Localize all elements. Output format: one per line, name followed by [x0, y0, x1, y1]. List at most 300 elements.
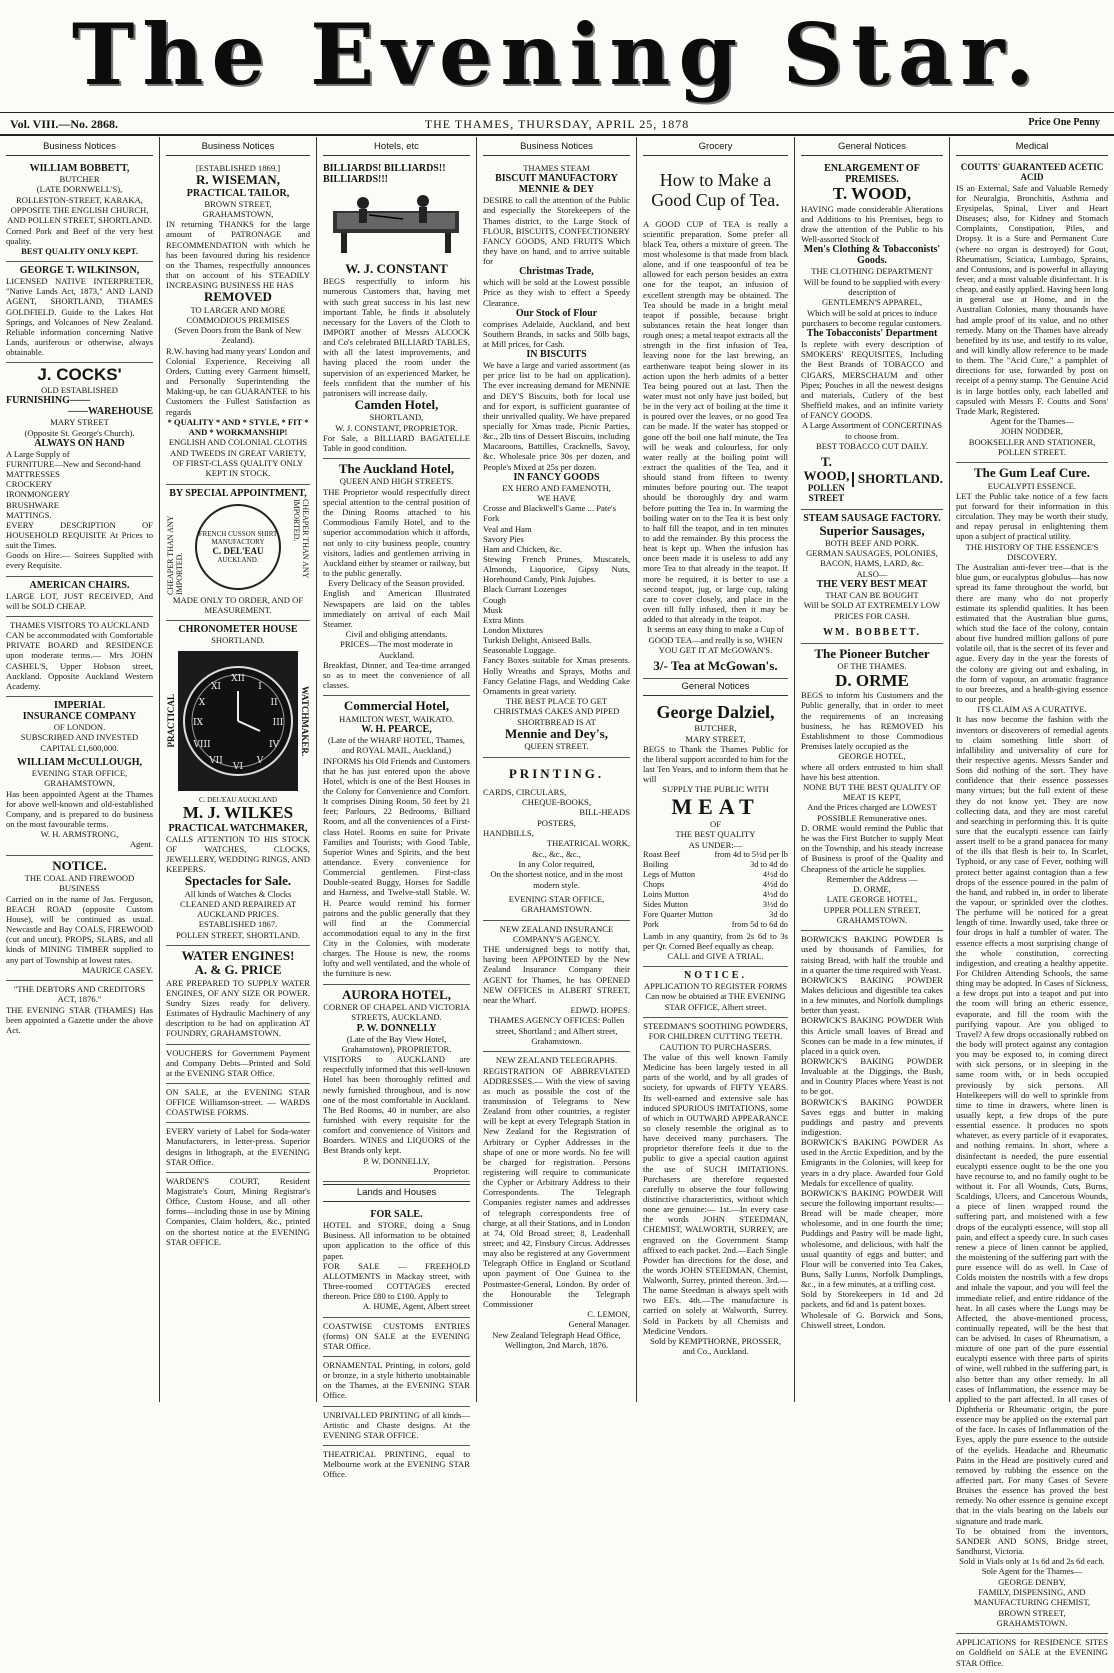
ad-heading: Mennie and Dey's, — [505, 725, 608, 741]
masthead — [0, 0, 1114, 112]
list-item: BORWICK'S BAKING POWDER Saves eggs and butter in making puddings and pastry and prevents indigestion. — [801, 1096, 943, 1137]
ad-text: WE HAVE — [537, 493, 576, 503]
cell: 4½d do — [762, 880, 788, 890]
ad-wiseman — [166, 160, 310, 485]
ad-heading: 3/- Tea at McGowan's. — [653, 658, 778, 674]
ad-text: (Opposite St. George's Church). — [24, 427, 135, 438]
ad-text: SUBSCRIBED AND INVESTED CAPITAL £1,600,000. — [20, 732, 139, 753]
list-item: IRONMONGERY — [6, 489, 70, 500]
svg-text:IV: IV — [268, 739, 280, 750]
ad-title: WILLIAM BOBBETT, — [29, 163, 130, 174]
ad-text: Agent for the Thames— — [990, 416, 1074, 427]
list-item: Turkish Delight, Aniseed Balls. — [483, 635, 592, 646]
list-item: BORWICK'S BAKING POWDER Invaluable at the Diggings, the Bush, and in Country Places where Yeast is not to be got. — [801, 1055, 943, 1097]
svg-text:III: III — [272, 717, 284, 728]
ad-text: THE Proprietor would respectfully direct special attention to the central position of the Dining Rooms attached to his Commodious Family Hotel, and to the superior accommodation which it affords, not only to city business people, country visitors, ladies and gentlemen arriving in Auckland either by steamer or railway, but to the public generally. — [323, 486, 470, 578]
ad-text: Sole Agent for the Thames— — [981, 1566, 1083, 1577]
ad-text: Every Delicacy of the Season provided. — [328, 578, 465, 589]
svg-text:VII: VII — [209, 755, 223, 766]
ad-subtitle: BUTCHER, — [694, 723, 737, 734]
ad-text: Sold by Storekeepers in 1d and 2d packets, and 6d and 1s patent boxes. — [801, 1289, 943, 1310]
ad-wilkinson — [6, 262, 153, 363]
ad-borwick — [801, 931, 943, 1334]
list-item: Crosse and Blackwell's Game ... Pate's — [483, 503, 616, 514]
cell: Sides Mutton — [643, 900, 688, 910]
clock-row — [166, 646, 310, 796]
item-list — [6, 449, 153, 520]
ad-subtitle: QUEEN AND HIGH STREETS. — [339, 476, 454, 487]
ad-heading: THE VERY BEST MEAT — [816, 579, 928, 591]
ad-text: ENGLISH AND COLONIAL CLOTHS AND TWEEDS IN GREAT VARIETY, OF FIRST-CLASS QUALITY ONLY KEPT IN STOCK. — [168, 437, 308, 479]
ad-title: STEEDMAN'S SOOTHING POWDERS, FOR CHILDREN CUTTING TEETH. — [643, 1021, 788, 1042]
table-row — [643, 900, 788, 910]
list-item: BORWICK'S BAKING POWDER As used in the Arctic Expedition, and by the Emigrants in the Colonies, will keep for years in a dry place. Awarded four Gold Medals for excellence of quality. — [801, 1137, 943, 1188]
ad-text: HOTEL and STORE, doing a Snug Business. All information to be obtained upon application to the office of this paper. — [323, 1220, 470, 1261]
list-item: CHEQUE-BOOKS, — [522, 797, 591, 808]
ad-title: NOTICE. — [52, 857, 107, 873]
list-item: FURNITURE—New and Second-hand — [6, 459, 141, 470]
list-item: Ham and Chicken, &c. — [483, 543, 562, 554]
ad-text: We have a large and varied assortment (as per price list to be had on application). The ever increasing demand for MENNIE and DEY'S Biscuits, both for local use and for export, is sufficient guarantee of their unrivalled quality. We have prepared specially for Xmas trade, Picnic Parties, &c., 2lb tins of Dessert Biscuits, including Macaroons, Battilles, Cracknells, Savoy, &c. Wholesale price 30s per dozen, and People's Mixed at 25s per dozen. — [483, 360, 630, 472]
dial-label: C. DEL'EAU — [198, 795, 237, 804]
column-2 — [160, 137, 317, 1402]
ad-text: ARE PREPARED TO SUPPLY WATER ENGINES, OF ANY SIZE OR POWER. Sundry Sizes ready for delivery. Estimates of Hydraulic Machinery of any description to be had on application AT FOUNDRY, GRAHAMSTOWN. — [166, 977, 310, 1039]
ad-printing — [483, 758, 630, 921]
ad-text: GERMAN SAUSAGES, POLONIES, — [806, 548, 938, 559]
cell: Loins Mutton — [643, 890, 689, 900]
ad-text: Corned Pork and Beef of the very best quality. — [6, 225, 153, 246]
table-row — [643, 880, 788, 890]
ad-signature: MAURICE CASEY. — [82, 964, 153, 975]
ad-text: APPLICATION TO REGISTER FORMS Can now be obtained at THE EVENING STAR OFFICE, Albert street. — [643, 981, 788, 1012]
ad-text: R.W. having had many years' London and Colonial Experience, Receiving all Orders, Cutting every Garment himself, and Personally Superintending the Making-up, he can GUARANTEE to his Customers the Fullest Satisfaction as regards — [166, 345, 310, 417]
ad-theatrical — [323, 1446, 470, 1484]
ad-text: A Large Assortment of CONCERTINAS to choose from. — [801, 420, 943, 441]
ad-text: THE EVENING STAR (THAMES) Has been appointed a Gazette under the above Act. — [6, 1004, 153, 1035]
column-3 — [317, 137, 477, 1480]
list-item: BORWICK'S BAKING POWDER Makes delicious and digestible tea cakes in a few minutes, and Norfolk dumplings better than yeast. — [801, 974, 943, 1016]
ad-text: REGISTRATION OF ABBREVIATED ADDRESSES.— With the view of saving as much as possible the cost of the transmission of Telegrams to New Zealand from other countries, a register will be kept at every Telegraph Station in New Zealand for the Registration of Arbitrary or Cypher Addresses in the shape of one or more words. No fee will be charged for registration. Persons registering will require to communicate the Cypher or Arbitrary Address to their Correspondents. The Telegraph Companies register names and addresses of telegraph correspondents free of charge, at all their Stations, and in London at 74, Old Broad street; 8, Leadenhall street; and 42, Finsbury Circus. Addresses may also be registered at any Government Telegraph Office in England or Scotland upon payment of One Guinea to the Postmaster-General, London. By order of the Honourable the Telegraph Commissioner — [483, 1065, 630, 1309]
ad-title: THAMES VISITORS TO AUCKLAND — [9, 619, 150, 630]
ad-title: J. COCKS' — [37, 365, 122, 385]
ad-text: EVENING STAR OFFICE, GRAHAMSTOWN, — [31, 767, 128, 789]
ad-heading: THE CLOTHING DEPARTMENT — [811, 266, 933, 277]
ad-heading: Superior Sausages, — [819, 522, 925, 538]
svg-text:VI: VI — [232, 761, 244, 772]
ad-text: ALSO— — [856, 568, 888, 579]
ad-text: (LATE DORNWELL'S), — [36, 184, 123, 195]
cell: Chops — [643, 880, 665, 890]
ad-title: INSURANCE COMPANY — [22, 711, 137, 723]
ad-text: For Sale, a BILLIARD BAGATELLE Table in good condition. — [323, 432, 470, 454]
ad-text: The value of this well known Family Medicine has been largely tested in all parts of the world, and by all grades of society, for upwards of FIFTY YEARS. Its well-earned and extensive sale has induced SPURIOUS IMITATIONS, some of which in OUTWARD APPEARANCE so closely resemble the original as to have deceived many purchasers. The proprietor therefore feels it due to the public to give a special caution against the use of SUCH IMITATIONS. Purchasers are therefore requested carefully to observe the four following distinctive characteristics, without which none are genuine:— 1st.—In every case the words JOHN STEEDMAN, CHEMIST, WALWORTH, SURREY, are engraved on the Government Stamp affixed to each packet. 2nd.—Each Single Powder has directions for the dose, and the words JOHN STEEDMAN, Chemist, Walworth, Surrey, printed thereon. 3rd.—The name Steedman is always spelt with two EE's. 4th.—The manufacture is carried on solely at Walworth, Surrey. Sold in Packets by all Chemists and Medicine Vendors. — [643, 1051, 788, 1336]
ad-pioneer — [801, 644, 943, 931]
ad-text: Goods on Hire.— Soirees Supplied with every Requisite. — [6, 550, 153, 571]
ad-text: WARDEN'S COURT, Resident Magistrate's Court, Mining Registrar's Office, Custom House, and all other forms—including those in use by Mining Companies, Claim holders, &c., printed on the shortest notice at the EVENING STAR OFFICE. — [166, 1175, 310, 1247]
section-header: Grocery — [643, 139, 788, 156]
ad-subtitle: THE COAL AND FIREWOOD BUSINESS — [24, 873, 135, 894]
ad-text: TO LARGER AND MORE COMMODIOUS PREMISES — [186, 304, 290, 325]
ad-text: VOUCHERS for Government Payment and Company Debts—Printed and Sold at the EVENING STAR Office. — [166, 1047, 310, 1078]
ad-address: ROLLESTON-STREET, KARAKA, OPPOSITE THE ENGLISH CHURCH, AND POLLEN STREET, SHORTLAND. — [7, 194, 152, 226]
cell: Legs of Mutton — [643, 870, 696, 880]
ad-text: NONE BUT THE BEST QUALITY OF MEAT IS KEPT, — [803, 781, 941, 803]
issue-price: Price One Penny — [1028, 117, 1100, 128]
ad-text: FOR SALE — FREEHOLD ALLOTMENTS in Mackay street, with Three-roomed COTTAGES erected thereon. Price £80 to £100. Apply to — [323, 1260, 470, 1302]
table-row — [643, 850, 788, 860]
ad-title: ENLARGEMENT OF PREMISES. — [824, 163, 920, 185]
ad-text: Lamb in any quantity, from 2s 6d to 3s per Qr. Corned Beef equally as cheap. — [643, 930, 788, 951]
ad-text: Will be found to be supplied with every description of — [803, 276, 941, 297]
ad-title: BISCUIT MANUFACTORY — [495, 173, 618, 185]
ad-text: which will be sold at the Lowest possible Price as they wish to effect a Speedy Clearance. — [483, 277, 630, 308]
ad-town: GRAHAMSTOWN, — [202, 208, 274, 219]
section-header: Business Notices — [166, 139, 310, 156]
ad-footer: MADE ONLY TO ORDER, AND OF MEASUREMENT. — [172, 594, 304, 615]
cell: Roast Beef — [643, 849, 680, 859]
ad-title: George Dalziel, — [656, 702, 775, 723]
ad-text: BACON, HAMS, LARD, &c. — [820, 558, 924, 569]
ad-wardens — [166, 1173, 310, 1252]
ad-heading: THE HISTORY OF THE ESSENCE'S DISCOVERY. — [965, 541, 1099, 562]
ad-heading: IN BISCUITS — [526, 349, 587, 361]
ad-heading: W. J. CONSTANT — [345, 261, 448, 276]
ad-title: WATER ENGINES! — [181, 948, 295, 964]
wood-signature — [801, 455, 943, 503]
ad-street: BROWN STREET, — [998, 1607, 1066, 1618]
ad-imperial — [6, 697, 153, 856]
ad-unrivalled — [323, 1407, 470, 1446]
list-item: Fancy Boxes suitable for Xmas presents. Holly Wreaths and Sprays, Moths and Fancy Gelatine Flags, and Wedding Cake Ornaments in great variety. — [483, 655, 630, 696]
ad-text: To be obtained from the inventors, SANDER AND SONS, Bridge street, Sandhurst, Victoria. — [956, 1525, 1108, 1557]
ad-labels — [166, 1123, 310, 1173]
ad-text: Remember the Address — — [826, 873, 918, 884]
ad-text: New Zealand Telegraph Head Office, Wellington, 2nd March, 1876. — [492, 1329, 621, 1350]
ad-text: Civil and obliging attendants. — [345, 628, 448, 639]
ad-heading: The Tobacconists' Department — [806, 328, 938, 340]
ad-text: DESIRE to call the attention of the Public and especially the Storekeepers of the Thames district, to the Large Stock of FLOUR, BISCUITS, CONFECTIONERY FANCY GOODS, AND FRUITS Which they have on hand, and to arrive suitable for — [483, 195, 630, 267]
ad-heading: GEORGE HOTEL, — [838, 751, 906, 762]
ad-text: IS an External, Safe and Valuable Remedy for Neuralgia, Bronchitis, Asthma and Erysipelas, Spinal, Liver and Heart Diseases; also, for Kidney and Stomach Complaints, Constipation, Piles, and Dropsy. It is a Sure and Permanent Cure (where no organ is destroyed) for Gout, Rheumatism, Sciatica, Lumbago, Sprains, and Contusions, and is powerful in allaying fever, and a most valuable disinfectant. It is cheap, and easily applied. Having been long in general use at Home, and in the Australian Colonies, many thousands have had ample proof of its value, and no other remedy. Many on the Thames have already benefited by its use, and testify to its value, and will kindly allow reference to be made to them. The "Acid Cure," a pamphlet of directions for use, forwarded by post on receipt of a penny stamp. The Genuine Acid is in large bottles only, each labelled and capsuled with Messrs F. Coutts and Sons' Trade Mark, Registered. — [956, 182, 1108, 416]
ad-street: QUEEN STREET. — [524, 741, 589, 752]
price-table — [643, 850, 788, 931]
ad-heading: GENTLEMEN'S APPAREL, — [821, 297, 923, 308]
list-item: BORWICK'S BAKING POWDER With this Article small loaves of Bread and Scones can be made in a few minutes, if placed in a quick oven. — [801, 1015, 943, 1056]
ad-subtitle: THAMES STEAM — [523, 163, 590, 173]
badge-text: AUCKLAND. — [217, 555, 259, 564]
side-text: CHEAPER THAN ANY IMPORTED. — [166, 515, 184, 595]
ad-text: (Seven Doors from the Bank of New Zealand). — [174, 325, 302, 346]
ad-footer: EVENING STAR OFFICE, GRAHAMSTOWN. — [508, 893, 605, 915]
ad-bobbett — [6, 160, 153, 262]
side-text: PRACTICAL — [166, 693, 176, 748]
table-row — [643, 860, 788, 870]
ad-text: BOTH BEEF AND PORK. — [824, 537, 920, 548]
ad-established: [ESTABLISHED 1869.] — [195, 163, 281, 173]
ad-text: ORNAMENTAL Printing, in colors, gold or bronze, in a style hitherto unobtainable on the Thames, at the EVENING STAR Office. — [323, 1360, 470, 1401]
ad-text: APPLICATIONS for RESIDENCE SITES on Goldfield on SALE at the EVENING STAR Office. — [956, 1637, 1108, 1668]
section-header: Medical — [956, 139, 1108, 156]
side-text: WATCHMAKER. — [300, 685, 310, 756]
cell: Fore Quarter Mutton — [643, 910, 713, 920]
ad-signature: JOHN NODDER, — [1000, 426, 1064, 437]
ad-signature: A. HUME, Agent, Albert street — [362, 1301, 470, 1312]
ad-heading: REMOVED — [204, 289, 272, 305]
cell: 4½d do — [762, 890, 788, 900]
column-4 — [477, 137, 637, 1402]
svg-text:II: II — [270, 697, 278, 708]
ad-subtitle: HAMILTON WEST, WAIKATO. — [339, 713, 454, 724]
ad-heading: Spectacles for Sale. — [184, 873, 292, 889]
ad-text: AS UNDER:— — [688, 839, 743, 850]
ad-cocks — [6, 363, 153, 576]
ad-appointment — [166, 485, 310, 622]
ad-sale — [166, 1084, 310, 1123]
ad-text: Sold in Vials only at 1s 6d and 2s 6d each. — [959, 1556, 1105, 1567]
svg-text:IX: IX — [193, 717, 203, 728]
ad-chronometer — [166, 621, 310, 946]
ad-heading: Our Stock of Flour — [515, 307, 598, 319]
list-item: &c., &c., &c., — [532, 848, 581, 859]
ad-text: English and American Illustrated Newspapers are laid on the tables immediately on arrival of each Mail Steamer. — [323, 588, 470, 629]
ad-title: AURORA HOTEL, — [341, 986, 452, 1002]
ad-heading: Men's Clothing & Tobacconists' Goods. — [803, 244, 941, 267]
ad-signature: P. W. DONNELLY, — [363, 1155, 430, 1166]
ad-subtitle: SHORTLAND. — [211, 635, 265, 646]
cell: Pork — [643, 920, 659, 930]
ad-vouchers — [166, 1045, 310, 1084]
cell: 3d do — [769, 910, 788, 920]
ad-title: CHRONOMETER HOUSE — [178, 624, 298, 636]
ad-title: NEW ZEALAND TELEGRAPHS. — [495, 1055, 618, 1066]
ad-billiards — [323, 160, 470, 459]
list-item: Cough — [483, 594, 506, 605]
ad-subtitle: BUTCHER — [59, 174, 100, 184]
ad-footer: CALL and GIVE A TRIAL. — [667, 950, 764, 961]
ad-commercial-hotel — [323, 696, 470, 984]
ad-text: CALLS ATTENTION TO HIS STOCK OF WATCHES, CLOCKS, JEWELLERY, WEDDING RINGS, AND KEEPERS. — [166, 833, 310, 875]
ad-title: The Gum Leaf Cure. — [973, 465, 1091, 481]
ad-title: AMERICAN CHAIRS. — [29, 579, 130, 591]
ad-signature: WM. BOBBETT. — [823, 627, 921, 639]
ad-text: CAN be accommodated with Comfortable PRIVATE BOARD and RESIDENCE upon moderate terms.— Mrs JOHN CASHEL'S, Upper Hobson street, Auckland. Opposite Auckland Western Academy. — [6, 630, 153, 691]
issue-place-date: THE THAMES, THURSDAY, APRIL 25, 1878 — [424, 117, 690, 131]
badge-text: FRENCH CUSSON SHIRT MANUFACTORY — [198, 529, 278, 546]
list-item: HANDBILLS, — [483, 828, 534, 839]
ad-title: BY SPECIAL APPOINTMENT, — [169, 487, 307, 499]
list-item: Black Currant Lozenges — [483, 584, 567, 595]
ad-signature: D. ORME, — [853, 884, 891, 895]
ad-text: THEATRICAL PRINTING, equal to Melbourne work at the EVENING STAR Office. — [323, 1449, 470, 1480]
dateline — [0, 112, 1114, 136]
ad-heading: ITS CLAIM AS A CURATIVE. — [977, 704, 1087, 715]
section-header: Business Notices — [6, 139, 153, 156]
list-item: A Large Supply of — [6, 448, 70, 459]
ad-text: Has been appointed Agent at the Thames for above well-known and old-established Company, and is prepared to do business on the most favourable terms. — [6, 788, 153, 830]
ad-title: NEW ZEALAND INSURANCE COMPANY'S AGENCY. — [499, 923, 614, 944]
list-item: Savory Pies — [483, 533, 524, 544]
ad-text: INFORMS his Old Friends and Customers that he has just entered upon the above Hotel, which is one of the Best Houses in the Colony for Convenience and Comfort. It comprises Dining Room, 50 feet by 21 feet; Parlours, 22 Bedrooms, Billiard Room, and all the conveniences of a First-class Hotel. Rooms en suite for Private Families and Tourists; with Good Table, Superior Wines and Spirits, and the best attendance. Every convenience for Commercial gentlemen. First-class Double-seated Buggy, Horses for Saddle and Harness, and Twelve-stall Stable. W. H. Pearce would remind his former patrons and the public generally that they will find at the Commercial accommodation equal to any in the first City in the Colonies, with moderate charges. The House is new, the rooms lofty and well ventilated, and the whole of the furniture is new. — [323, 755, 470, 979]
ad-sausage — [801, 510, 943, 644]
ad-text: BOOKSELLER AND STATIONER, — [968, 436, 1096, 447]
ad-signature: POLLEN STREET — [807, 482, 845, 503]
item-list — [483, 503, 630, 696]
ad-coastwise — [323, 1318, 470, 1357]
ad-lands — [323, 1206, 470, 1317]
ad-signature: C. LEMON, — [587, 1308, 630, 1319]
ad-telegraphs — [483, 1052, 630, 1355]
ad-signature-role: Agent. — [129, 839, 153, 850]
ad-text: ESTABLISHED 1867. — [198, 919, 278, 930]
ad-text: Is replete with every description of SMOKERS' REQUISITES, Including the Best Brands of TOBACCO and CIGARS, MERSCHAUM and other Pipes; Pouches in all the newest designs and materials, Cutlery of the best Sheffield makes, and an infinite variety of FANCY GOODS. — [801, 339, 943, 421]
ad-auckland-hotel — [323, 459, 470, 696]
ad-subtitle: A. & G. PRICE — [194, 962, 282, 978]
ad-text: Wholesale of G. Borwick and Sons, Chiswell street, London. — [801, 1309, 943, 1330]
list-item: MATTRESSES — [6, 469, 60, 480]
ad-title: GEORGE T. WILKINSON, — [19, 265, 140, 277]
svg-text:X: X — [198, 697, 206, 708]
ad-text: LICENSED NATIVE INTERPRETER, "Native Lands Act, 1873," AND LAND AGENT, SHORTLAND, THAMES GOLDFIELD. Guide to the Lakes Hot Springs, and Volcanoes of New Zealand. Reliable information concerning Native Lands, auriferous or otherwise, always obtainable. — [6, 276, 153, 358]
ad-debtors — [6, 981, 153, 1040]
ad-town: GRAHAMSTOWN. — [996, 1618, 1068, 1629]
ad-title: COUTTS' GUARANTEED ACETIC ACID — [960, 162, 1104, 182]
ad-ornamental — [323, 1357, 470, 1407]
ad-engines — [166, 946, 310, 1044]
ad-street: MARY STREET, — [685, 733, 746, 744]
ad-text: THE undersigned begs to notify that, having been APPOINTED by the New Zealand Insurance Company their AGENT for Thames, he has OPENED NEW OFFICES in ALBERT STREET, near the Wharf. — [483, 944, 630, 1005]
ad-text: * QUALITY * AND * STYLE, * FIT * AND * WORKMANSHIP! — [167, 416, 309, 438]
ad-street: MARY STREET — [50, 417, 109, 428]
ad-text: LARGE LOT, JUST RECEIVED, And will be SOLD CHEAP. — [6, 590, 153, 611]
ad-subtitle: OF THE THAMES. — [837, 661, 907, 672]
ad-text: Breakfast, Dinner, and Tea-time arranged so as to meet the convenience of all classes. — [323, 659, 470, 691]
ad-title: FOR SALE. — [370, 1209, 423, 1221]
dial-label: AUCKLAND — [237, 795, 278, 804]
ad-signature: EDWD. HOPES. — [570, 1005, 630, 1016]
ad-subtitle: OLD ESTABLISHED — [41, 384, 118, 395]
ad-text: EVERY variety of Label for Soda-water Manufacturers, in letter-press. Superior designs in lithograph, at the EVENING STAR Office. — [166, 1126, 310, 1167]
ad-tea — [643, 160, 788, 679]
list-item: BILL-HEADS — [579, 807, 630, 818]
ad-title: The Auckland Hotel, — [338, 461, 455, 477]
ad-text: OF — [710, 818, 721, 829]
ad-text: Which will be sold at prices to induce purchasers to become regular customers. — [801, 307, 943, 328]
ad-title: PRINTING. — [508, 765, 605, 781]
ad-heading: ALWAYS ON HAND — [34, 437, 125, 449]
list-item: Musk — [483, 604, 503, 615]
list-item: MATTINGS. — [6, 509, 52, 520]
table-row — [643, 920, 788, 930]
ad-text: BEGS to inform his Customers and the Public generally, that in order to meet the requirements of an increasing business, he has REMOVED his Establishment to those Commodious Premises lately occupied as the — [801, 690, 943, 752]
ad-title: R. WISEMAN, — [196, 172, 280, 188]
ad-text: In any Color required, — [518, 859, 595, 870]
ad-heading: MEAT — [671, 793, 760, 819]
ad-heading: D. ORME — [835, 670, 909, 690]
ad-steedman — [643, 1018, 788, 1362]
column-5 — [637, 137, 795, 1402]
ad-text: EX HERO AND FAMENOTH, — [502, 482, 611, 493]
ad-applications — [956, 1634, 1108, 1672]
svg-text:XI: XI — [211, 681, 221, 692]
ad-text: BEST TOBACCO CUT DAILY. — [816, 440, 928, 451]
column-7 — [950, 137, 1114, 1668]
ad-text: THE BEST QUALITY — [675, 829, 756, 840]
list-item: Extra Mints — [483, 614, 524, 625]
ad-coutts — [956, 160, 1108, 463]
ad-text: IN returning THANKS for the large amount of PATRONAGE and RECOMMENDATION with which he has been favoured during his residence on the Thames, respectfully announces that on account of his STEADILY INCREASING BUSINESS HE HAS — [166, 219, 310, 291]
ad-text: And the Prices charged are LOWEST POSSIBLE Remunerative ones. — [807, 802, 937, 823]
ad-text: A GOOD CUP of TEA is really a scientific preparation. Some prefer all black Tea, others a mixture of green. The most wholesome is that made from black alone, and if one teaspoonful of tea be allowed for each person besides an extra one for the teapot, an infusion of excellent strength may be obtained. The Tea should be made in a bright metal teapot if possible, because bright substances retain the heat longer than rough ones; a metal teapot extracts all the strength in the first infusion of Tea, leaving none for the last brewing, an earthenware teapot being slower in its action upon the herb admits of a better Tea being poured out at last. Then the water must not only have just boiled, but be in the very act of boiling at the time it is poured over the leaves, or no good Tea can be made. If the water has stopped or gone off the boil one half minute, the Tea will be weak and colourless, for only water really at the boiling point will extract the qualities of the Tea, and it should stand from fifteen to twenty minutes before pouring out. The teapot should be thoroughly dry and warm before putting the Tea in. In warming the boiling water on to the Tea it is best only to half fill the teapot, and in ten minutes to add the remainder. By this process the heat is kept up. When the infusion has once been made it is useless to add any more Tea to that already in the teapot. If more be required, it is better to use a second teapot, jug, or large cup, taking care to cover closely, and place in the oven till fully infused, then it may be added to that already in the teapot. — [643, 218, 788, 625]
ad-title: BILLIARDS! BILLIARDS!! BILLIARDS!!! — [323, 163, 446, 185]
svg-text:V: V — [256, 755, 264, 766]
list-item: THEATRICAL WORK, — [546, 838, 630, 849]
list-item: CARDS, CIRCULARS, — [483, 786, 567, 797]
ad-text: Will be SOLD AT EXTREMELY LOW PRICES FOR CASH. — [803, 600, 941, 621]
newspaper-title: The Evening Star. — [71, 5, 1043, 104]
ad-signature-role: Proprietor. — [433, 1165, 470, 1176]
ad-address: UPPER POLLEN STREET, GRAHAMSTOWN. — [823, 904, 921, 925]
ad-heading: MENNIE & DEY — [518, 184, 595, 196]
column-6 — [795, 137, 950, 1402]
ad-proprietor: P. W. DONNELLY — [356, 1022, 437, 1034]
ad-aurora-hotel — [323, 985, 470, 1183]
side-text: CHEAPER THAN ANY IMPORTED. — [292, 498, 310, 578]
column-1 — [0, 137, 160, 1402]
list-item: BORWICK'S BAKING POWDER Is used by thousands of Families, for raising Bread, with half the trouble and in a quarter the time required with Yeast. — [801, 934, 943, 975]
svg-text:VIII: VIII — [193, 739, 211, 750]
cell: from 5d to 6d do — [731, 920, 788, 930]
list-item: London Mixtures — [483, 625, 543, 635]
cell: Boiling — [643, 859, 669, 869]
ad-text: THAT CAN BE BOUGHT — [825, 590, 919, 601]
list-item: CROCKERY — [6, 479, 53, 490]
ad-signature: T. WOOD, — [803, 454, 850, 484]
ad-chairs — [6, 577, 153, 617]
ad-signature: W. H. ARMSTRONG, — [40, 829, 119, 840]
billiard-table-icon — [323, 185, 469, 257]
ad-street: BROWN STREET, — [204, 198, 272, 209]
ad-heading: IN FANCY GOODS — [513, 471, 600, 483]
ad-text: PRICES—The most moderate in Auckland. — [340, 639, 453, 660]
cell: 3d to 4d do — [750, 859, 788, 869]
ad-text: LET the Public take notice of a few facts put forward for their information in this circulation. They may be worth their study, and repay perusal in enlightening them upon a subject of practical utility. — [956, 490, 1108, 542]
signature-left — [801, 455, 852, 503]
ad-signature: SHORTLAND. — [852, 472, 943, 486]
ad-subtitle: CORNER OF CHAPEL AND VICTORIA STREETS, AUCKLAND. — [323, 1001, 470, 1023]
ad-gum-leaf — [956, 463, 1108, 1634]
ad-dalziel — [643, 700, 788, 967]
ad-notice-forms — [643, 967, 788, 1018]
page-columns — [0, 137, 1114, 1668]
ad-heading: Christmas Trade, — [519, 266, 594, 278]
ad-text: where all orders entrusted to him shall have his best attention. — [801, 761, 943, 782]
ad-text: It has now become the fashion with the inventors or discoverers of remedial agents to claim something little short of infallibility and universality of cure for their respective agents. Messrs Sander and Sons did nothing of the sort. They have confidence that their essence possesses many virtues; but the full extent of these they do not know yet. They are now collecting data, and they are most careful and searching in performing this. It is quite sure that the eucalypti essence can fairly assert itself to be a grand panacea for many of the ills that flesh is heir to. In Scarlet, Typhoid, or any case of Fever, nothing will protect better against contagion than a few drops of the essence poured in the palm of the hand, and rubbed in, in order to liberate the vapour, or sprinkled over the clothes. The perfume will be noticed for a great length of time. Inwardly used, take three or four drops in half a tumbler of water. The essence effects a most surprising change of the whole constitution, correcting indigestion, and creating a healthy appetite. For Children Attending Schools, the same thing may be adopted. In Cases of Sickness, a few drops put into a teapot and put into the room will bring an etheric essence, evaporate, and fill the room with the purifying vapour. Are you obliged to Travel? A few drops occasionally rubbed on the body will protect against any contagion you may be exposed to, in coming direct with sick persons, or in sleeping in the same room with, or in beds occupied previously by sick persons. All Hotelkeepers will do well to sprinkle from time to time in drawers, where linen is usually kept, a few drops of the pure essential essence. It produces no spots whatever, as every particle of it evaporates, and nothing remains. In short, where a disinfectant is needed, the pure essential eucalypti essence ought to be the one you have recourse to, and no family ought to be without it. For all Wounds, Cuts, Burns, Scaldings, Ulcers, and Cancerous Wounds, a piece of linen wrapped round the suffering part, and moistened with a few drops of the eucalypti essence, will stop all pain, and effect a speedy cure. In such cases renew a piece of linen cannot be applied, the moistening of the suffering part with the pure essence will do as well. In Case of Colds moisten the nostrils with a few drops and inhale the vapour, and you will feel the immediate relief, and entire riddance of the heat. In all cases where the Lungs may be Affected, the above-mentioned process, continually repeated, will be the best that can be advised. In cases of Rheumatism, a mixture of one part of the pure essential eucalypti essence with three parts of spirits of wine, well rubbed in the suffering part, is also better than any other remedy. In all cases of Inflammation, the essence may be applied to the part affected. In all cases of Diphtheria or Rheumatic origin, the pure essence may be applied on the external part of the face. In cases of Inflammation of the Eyes, apply the pure essence to the outside of the eyelids. Headache and Rheumatic Pains in the Head are positively cured and removed by rubbing the essence on the affected part. For many Cases of Severe Bruises the essence has proved the best remedy. No other essence is genuine except that in the vials bearing on the labels our signature and trade mark. — [956, 714, 1108, 1526]
ad-title: IMPERIAL — [53, 700, 106, 712]
ad-biscuit — [483, 160, 630, 758]
svg-text:I: I — [258, 681, 262, 692]
ad-text: THE BEST PLACE TO GET CHRISTMAS CAKES AND PIPED SHORTBREAD IS AT — [493, 695, 620, 727]
ad-text: On the shortest notice, and in the most modern style. — [490, 869, 623, 890]
ad-footer: BEST QUALITY ONLY KEPT. — [21, 245, 138, 256]
ad-subtitle: OF LONDON. — [53, 722, 106, 733]
svg-text:XII: XII — [231, 673, 245, 684]
ad-signature: GEORGE DENBY, — [998, 1576, 1066, 1587]
ad-text: BEGS respectfully to inform his numerous Customers that, having met with such great success in his last new important Table, he finds it absolutely necessary for the Lovers of the Cloth to IMPORT another of Messrs ALCOCK and Co's celebrated BILLIARD TABLES, with all the latest improvements, and having placed the room under the supervision of an experienced Marker, he feels confident that the number of his patronisers will increase daily. — [323, 276, 470, 398]
ad-heading: M. J. WILKES — [182, 802, 294, 822]
ad-text: EVERY DESCRIPTION OF HOUSEHOLD REQUISITE At Prices to suit the Times. — [6, 519, 153, 551]
ad-title: NOTICE. — [684, 970, 747, 982]
ad-title: STEAM SAUSAGE FACTORY. — [803, 512, 941, 524]
